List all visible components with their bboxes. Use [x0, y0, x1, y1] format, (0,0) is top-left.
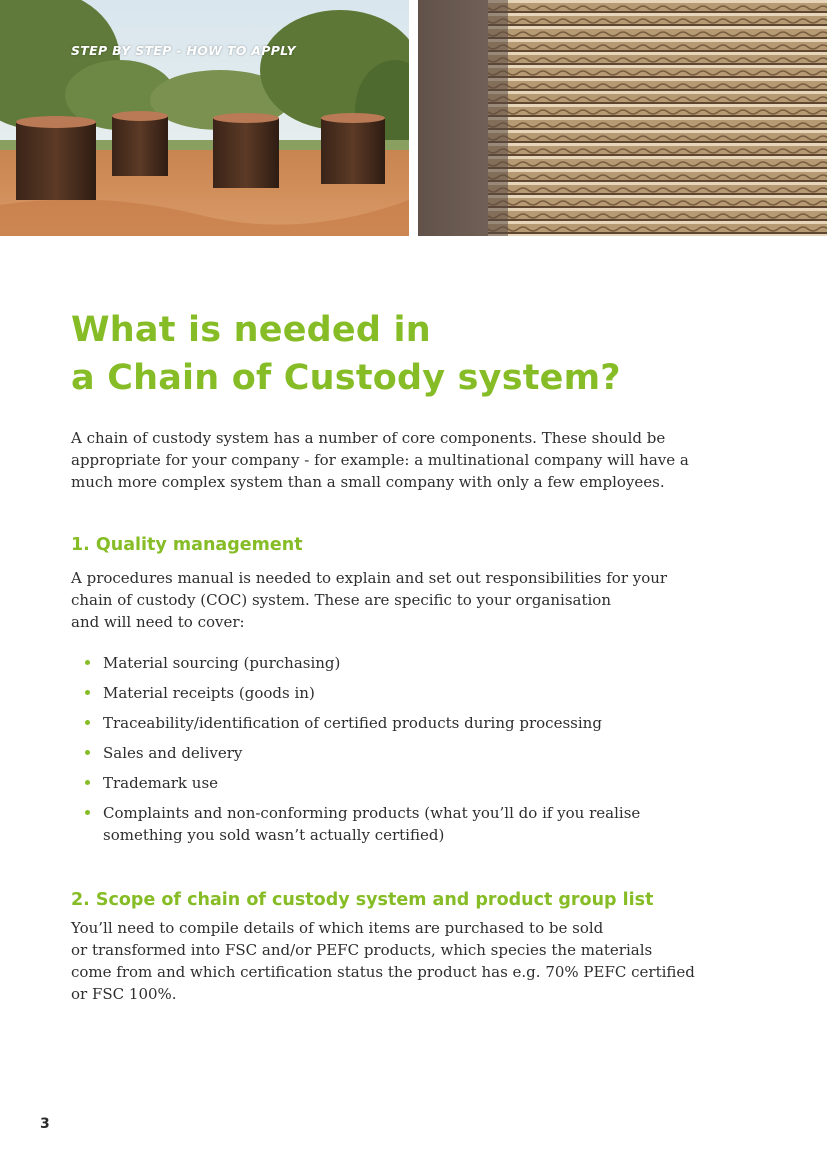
section-1-paragraph: [71, 567, 761, 633]
section-2-paragraph: [71, 917, 761, 1005]
page-title: [71, 306, 621, 402]
list-item-text: Complaints and non-conforming products (what you’ll do if you realise: [103, 804, 641, 822]
section-2-line: come from and which certification status the product has e.g. 70% PEFC certified: [71, 963, 695, 981]
bullet-icon: [85, 720, 90, 725]
bullet-icon: [85, 810, 90, 815]
page-title-line-2: a Chain of Custody system?: [71, 358, 621, 398]
list-item: [71, 742, 761, 764]
list-item-text: Traceability/identification of certified products during processing: [103, 714, 602, 732]
page-number: 3: [40, 1116, 50, 1132]
intro-line: appropriate for your company - for example: a multinational company will have a: [71, 451, 689, 469]
list-item-text: Trademark use: [103, 774, 219, 792]
page-title-line-1: What is needed in: [71, 310, 431, 350]
section-1-line: A procedures manual is needed to explain and set out responsibilities for your: [71, 569, 668, 587]
list-item: [71, 712, 761, 734]
list-item: [71, 652, 761, 674]
requirements-list: [71, 652, 761, 854]
section-2-line: You’ll need to compile details of which items are purchased to be sold: [71, 919, 604, 937]
section-kicker: STEP BY STEP - HOW TO APPLY: [71, 43, 296, 58]
section-1-line: and will need to cover:: [71, 613, 245, 631]
section-2-line: or transformed into FSC and/or PEFC products, which species the materials: [71, 941, 653, 959]
bullet-icon: [85, 690, 90, 695]
savanna-kilns-photo: [0, 0, 409, 236]
section-2-line: or FSC 100%.: [71, 985, 177, 1003]
list-item: [71, 682, 761, 704]
bullet-icon: [85, 660, 90, 665]
section-2-heading: 2. Scope of chain of custody system and product group list: [71, 890, 654, 910]
intro-line: A chain of custody system has a number of core components. These should be: [71, 429, 666, 447]
list-item-text: Sales and delivery: [103, 744, 243, 762]
bullet-icon: [85, 750, 90, 755]
section-1-line: chain of custody (COC) system. These are specific to your organisation: [71, 591, 611, 609]
intro-line: much more complex system than a small company with only a few employees.: [71, 473, 665, 491]
section-1-heading: 1. Quality management: [71, 535, 303, 555]
list-item-text: something you sold wasn’t actually certified): [103, 826, 445, 844]
cardboard-stack-photo: [418, 0, 827, 236]
list-item-text: Material receipts (goods in): [103, 684, 315, 702]
list-item-text: Material sourcing (purchasing): [103, 654, 341, 672]
intro-paragraph: [71, 427, 761, 493]
list-item: [71, 772, 761, 794]
bullet-icon: [85, 780, 90, 785]
list-item: [71, 802, 761, 846]
